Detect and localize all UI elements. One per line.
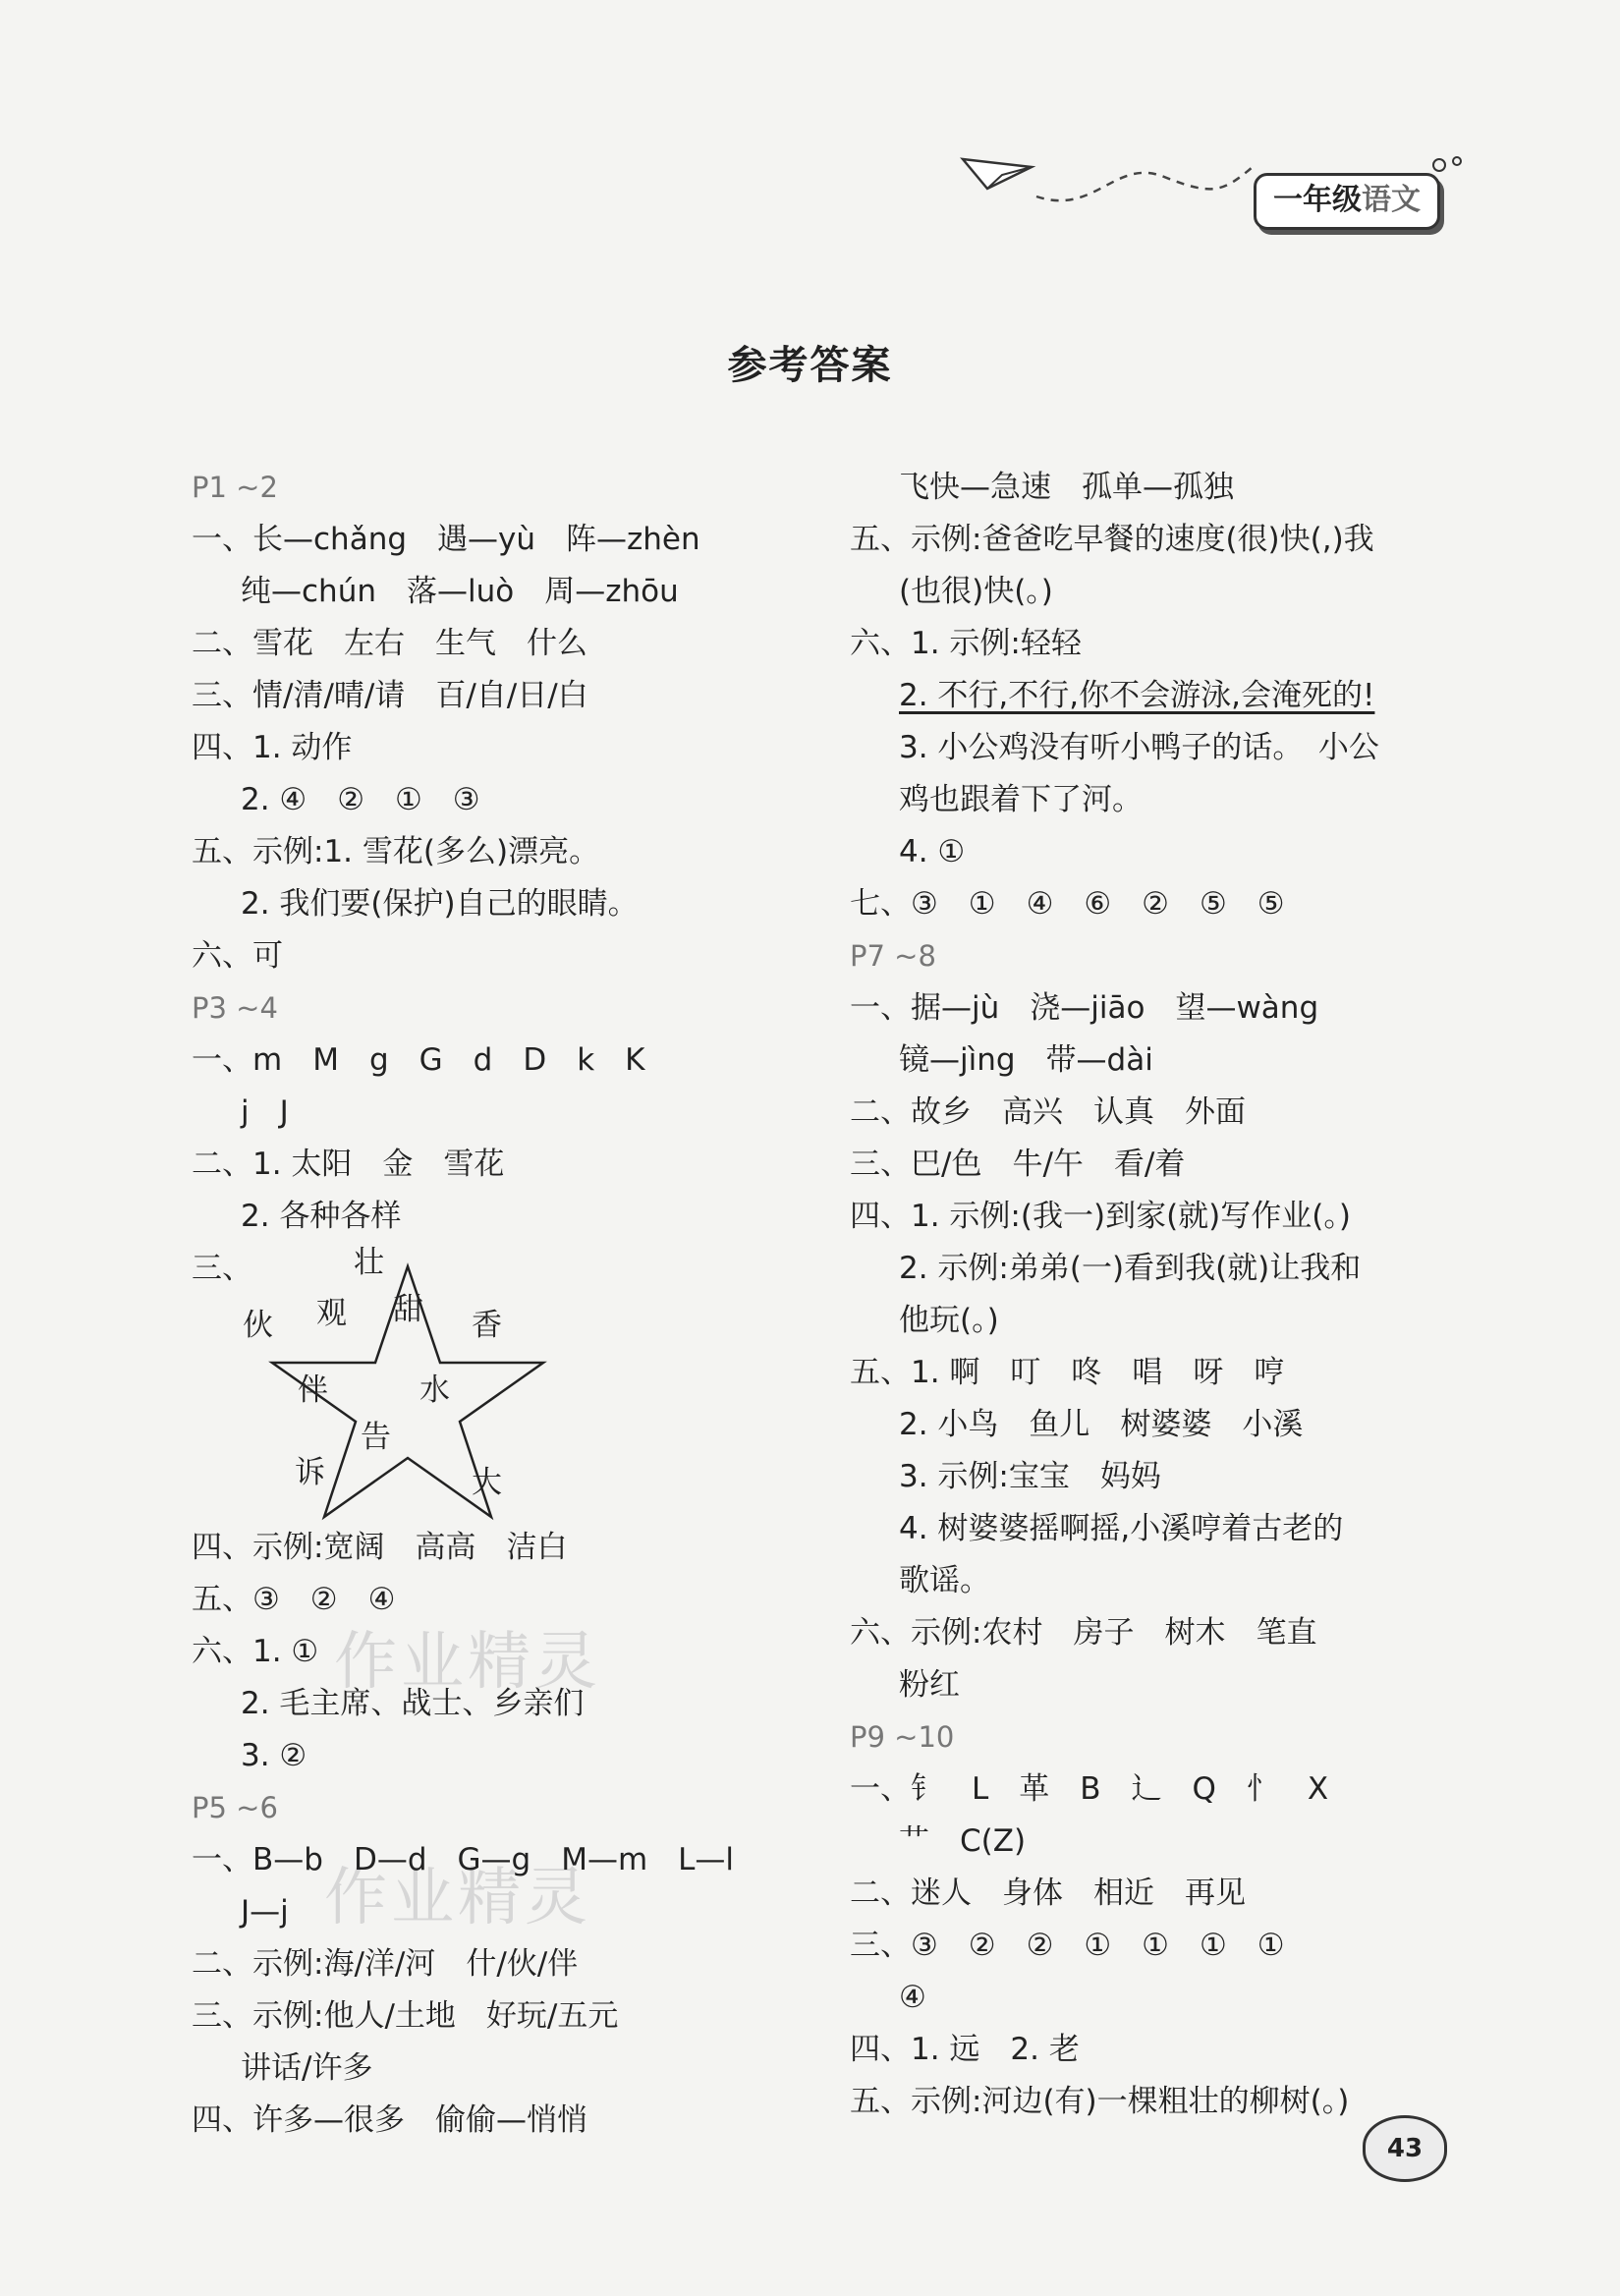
left-column <box>192 462 801 2147</box>
watermark-text: 作业精灵 <box>334 1626 601 1699</box>
answer-line: 4. ① <box>899 834 966 869</box>
answer-line: j J <box>241 1094 289 1130</box>
star-label-bottom-right: 大 <box>472 1465 502 1500</box>
answer-line: 镜—jìng 带—dài <box>899 1042 1153 1078</box>
section-heading: P3 ~4 <box>192 991 278 1025</box>
answer-line: 六、可 <box>192 938 283 974</box>
answer-line: 五、③ ② ④ <box>192 1582 396 1617</box>
answer-line: 二、迷人 身体 相近 再见 <box>850 1876 1246 1911</box>
answer-line: 讲话/许多 <box>241 2050 373 2086</box>
answer-line: 3. 示例:宝宝 妈妈 <box>899 1459 1161 1494</box>
answer-line: 六、示例:农村 房子 树木 笔直 <box>850 1615 1317 1651</box>
answer-line: 纯—chún 落—luò 周—zhōu <box>241 574 679 609</box>
star-prefix: 三、 <box>192 1251 252 1286</box>
answer-line: 一、m M g G d D k K <box>192 1042 645 1078</box>
answer-line: 五、1. 啊 叮 咚 唱 呀 哼 <box>850 1355 1285 1390</box>
answer-line: 3. ② <box>241 1738 307 1773</box>
star-label-top: 壮 <box>354 1245 384 1280</box>
answer-line: 2. 示例:弟弟(一)看到我(就)让我和 <box>899 1251 1362 1286</box>
star-label-inner-right: 甜 <box>393 1292 423 1327</box>
answer-line: 4. 树婆婆摇啊摇,小溪哼着古老的 <box>899 1511 1344 1546</box>
answer-line: 飞快—急速 孤单—孤独 <box>899 470 1234 505</box>
answer-line: 2. ④ ② ① ③ <box>241 782 480 817</box>
answer-line: 歌谣。 <box>899 1563 990 1598</box>
answer-line: 六、1. 示例:轻轻 <box>850 626 1082 661</box>
answer-line: 三、巴/色 牛/午 看/着 <box>850 1147 1186 1182</box>
answer-line: 3. 小公鸡没有听小鸭子的话。 小公 <box>899 730 1379 765</box>
answer-line: 2. 我们要(保护)自己的眼睛。 <box>241 886 639 922</box>
answer-line: (也很)快(。) <box>899 574 1053 609</box>
section-heading: P9 ~10 <box>850 1720 955 1754</box>
page-number: 43 <box>1363 2115 1447 2182</box>
star-label-inner-left: 观 <box>316 1296 347 1331</box>
star-label-inner-bottom: 告 <box>361 1420 391 1455</box>
answer-line: 二、故乡 高兴 认真 外面 <box>850 1094 1246 1130</box>
star-label-right: 香 <box>472 1308 502 1343</box>
subject-label: 语文 <box>1362 183 1421 217</box>
answer-line: 二、示例:海/洋/河 什/伙/伴 <box>192 1946 579 1982</box>
answer-line: 一、钅 L 革 B 辶 Q 忄 X <box>850 1771 1329 1807</box>
answer-line: 六、1. ① <box>192 1634 319 1669</box>
answer-line: 五、示例:爸爸吃早餐的速度(很)快(,)我 <box>850 522 1374 557</box>
answer-line: 一、长—chǎng 遇—yù 阵—zhèn <box>192 522 700 557</box>
answer-line: ④ <box>899 1980 926 2015</box>
answer-line: 2. 毛主席、战士、乡亲们 <box>241 1686 585 1721</box>
answer-line: 二、1. 太阳 金 雪花 <box>192 1147 505 1182</box>
section-heading: P1 ~2 <box>192 471 278 504</box>
grade-subject-badge <box>1254 173 1440 230</box>
section-heading: P7 ~8 <box>850 939 936 973</box>
answer-line: 二、雪花 左右 生气 什么 <box>192 626 587 661</box>
star-diagram-row <box>192 1243 801 1522</box>
answer-line: 一、B—b D—d G—g M—m L—l <box>192 1842 735 1877</box>
answer-line: 四、1. 动作 <box>192 730 353 765</box>
answer-line: 2. 小鸟 鱼儿 树婆婆 小溪 <box>899 1407 1304 1442</box>
star-label-left: 伙 <box>243 1308 273 1343</box>
answer-line: 五、示例:河边(有)一棵粗壮的柳树(。) <box>850 2084 1350 2119</box>
section-heading: P5 ~6 <box>192 1791 278 1824</box>
answer-line: 四、示例:宽阔 高高 洁白 <box>192 1530 568 1565</box>
answer-line: 他玩(。) <box>899 1303 999 1338</box>
right-column <box>850 462 1459 2128</box>
answer-line: 粉红 <box>899 1667 960 1703</box>
answer-line: 三、示例:他人/土地 好玩/五元 <box>192 1998 619 2034</box>
answer-line: 艹 C(Z) <box>899 1823 1027 1859</box>
answer-line: 七、③ ① ④ ⑥ ② ⑤ ⑤ <box>850 886 1285 922</box>
star-label-inner-lower-right: 水 <box>419 1372 450 1408</box>
page-title: 参考答案 <box>727 342 893 388</box>
answer-line: 四、1. 示例:(我一)到家(就)写作业(。) <box>850 1199 1351 1234</box>
grade-label: 一年级 <box>1273 183 1362 217</box>
answer-line: 一、据—jù 浇—jiāo 望—wàng <box>850 990 1319 1026</box>
star-label-inner-lower-left: 伴 <box>298 1372 328 1408</box>
answer-line: 五、示例:1. 雪花(多么)漂亮。 <box>192 834 600 869</box>
answer-line: 2. 不行,不行,你不会游泳,会淹死的! <box>899 678 1375 713</box>
watermark-text-2: 作业精灵 <box>324 1862 591 1934</box>
answer-line: 2. 各种各样 <box>241 1199 402 1234</box>
answer-line: 四、1. 远 2. 老 <box>850 2032 1080 2067</box>
answer-line: 三、③ ② ② ① ① ① ① <box>850 1928 1285 1963</box>
answer-line: 三、情/清/晴/请 百/自/日/白 <box>192 678 588 713</box>
answer-line: 四、许多—很多 偷偷—悄悄 <box>192 2102 587 2138</box>
answer-line: 鸡也跟着下了河。 <box>899 782 1143 817</box>
answer-line: J—j <box>241 1894 289 1930</box>
star-label-bottom-left: 诉 <box>295 1455 325 1490</box>
